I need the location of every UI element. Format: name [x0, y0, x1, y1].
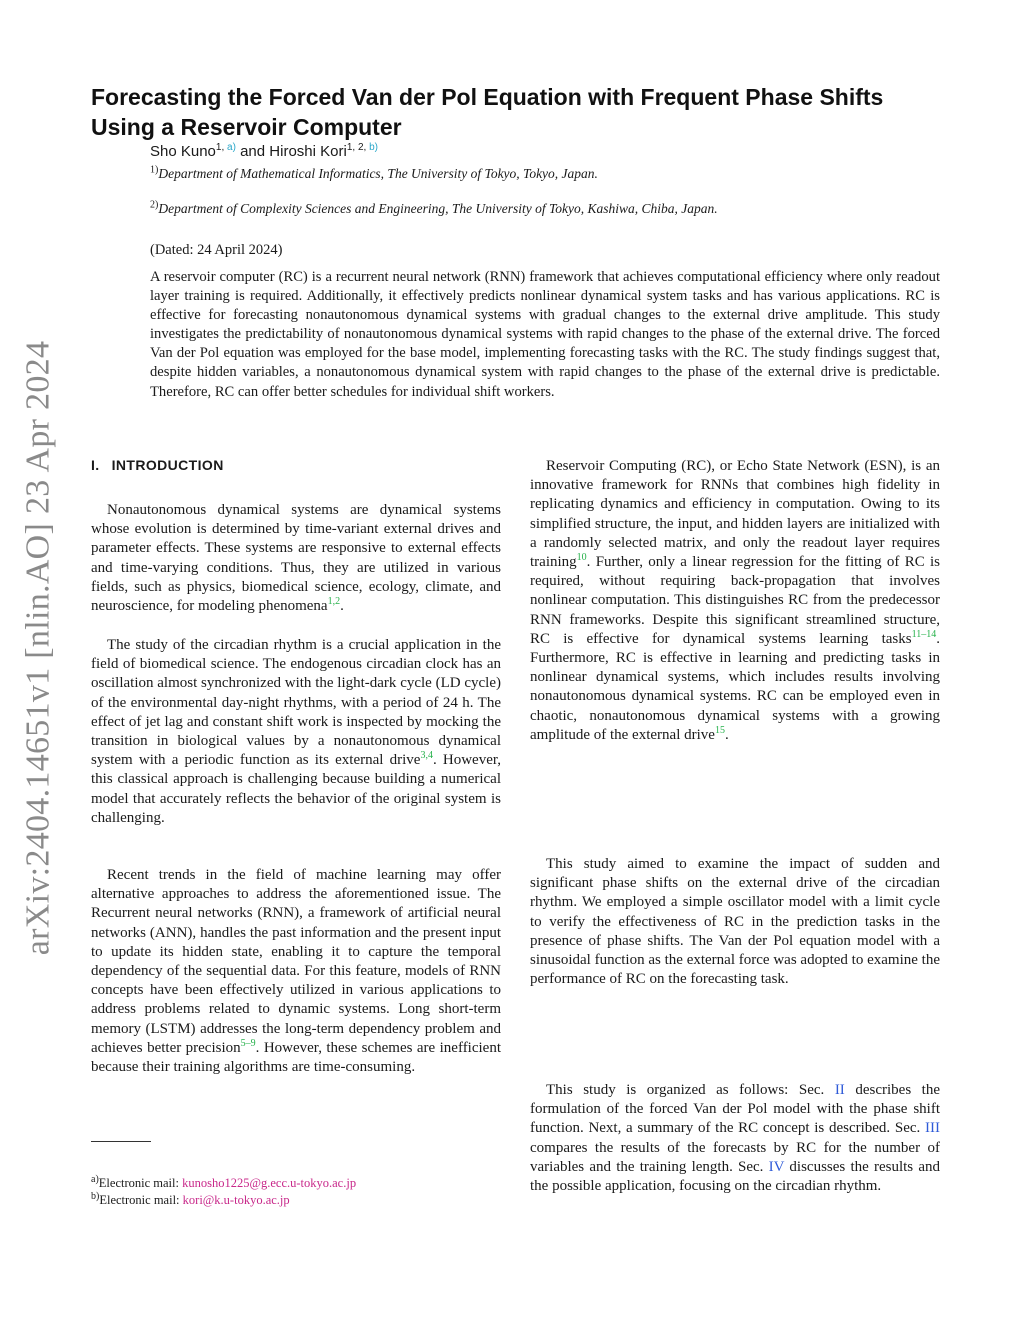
- citation-link[interactable]: 10: [576, 552, 587, 564]
- arxiv-identifier-text: arXiv:2404.14651v1 [nlin.AO] 23 Apr 2024: [19, 340, 57, 956]
- section-reference-link[interactable]: III: [925, 1120, 940, 1137]
- paragraph-text: . However, these schemes are inefficient because their training algorithms are time-consuming.: [91, 1039, 502, 1076]
- footnote-mark: a): [91, 1173, 99, 1185]
- footnote-divider: [91, 1141, 151, 1142]
- paragraph-text: Reservoir Computing (RC), or Echo State Network (ESN), is an innovative framework for RNNs that combines high fidelity in replicating dynamics and efficiency in computation. Owing to its simplified structure, the input, and hidden layers are initialized with a randomly selected matrix, and only the readout layer requires training: [530, 458, 940, 571]
- section-title: INTRODUCTION: [111, 457, 224, 473]
- paragraph: [530, 457, 940, 745]
- affiliation-mark: 1,: [215, 142, 225, 153]
- paragraph: [91, 866, 501, 1077]
- footnote-label: Electronic mail:: [99, 1193, 180, 1207]
- paragraph: [91, 501, 501, 616]
- section-reference-link[interactable]: II: [834, 1082, 845, 1098]
- dated-line: (Dated: 24 April 2024): [150, 242, 283, 258]
- email-link[interactable]: kori@k.u-tokyo.ac.jp: [182, 1193, 290, 1207]
- section-reference-link[interactable]: IV: [768, 1158, 785, 1175]
- paragraph: This study aimed to examine the impact of sudden and significant phase shifts on the external drive of the circadian rhythm. We employed a simple oscillator model with a limit cycle to verify the effectiveness of RC in the prediction tasks in the presence of phase shifts. The Van der Pol equation model with a sinusoidal function as the external force was adopted to examine the performance of RC on the forecasting task.: [530, 856, 940, 988]
- paragraph-text: Nonautonomous dynamical systems are dynamical systems whose evolution is determined by time-variant external drives and parameter effects. These systems are responsive to external effects and time-varying conditions. Thus, they are utilized in various fields, such as physics, biomedical science, ecology, climate, and neuroscience, for modeling phenomena: [91, 502, 501, 615]
- paragraph-text: . Furthermore, RC is effective in learning and predicting tasks in nonlinear dynamical systems, which includes results involving nonautonomous dynamical systems. RC can be employed even in chaotic, nonautonomous dynamical systems with a growing amplitude of the external drive: [530, 630, 940, 743]
- footnote-mark: b): [91, 1190, 100, 1202]
- citation-link[interactable]: 3,4: [420, 750, 433, 762]
- abstract: A reservoir computer (RC) is a recurrent neural network (RNN) framework that achieves computational efficiency where only readout layer training is required. Additionally, it effectively predicts nonlinear dynamical system tasks and has various applications. RC is effective for forecasting nonautonomous dynamical systems with gradual changes to the external drive amplitude. This study investigates the predictability of nonautonomous dynamical systems with rapid changes to the phase of the external drive. The forced Van der Pol equation was employed for the base model, implementing forecasting tasks with the RC. The study findings suggest that, despite hidden variables, a nonautonomous dynamical system with rapid changes to the phase of the external drive is predictable. Therefore, RC can offer better schedules for individual shift workers.: [150, 269, 940, 400]
- section-number: I.: [91, 457, 100, 473]
- citation-link[interactable]: 5–9: [240, 1037, 256, 1049]
- citation-link[interactable]: 11–14: [911, 628, 937, 640]
- paragraph-text: discusses the results and the possible application, focusing on the circadian rhythm.: [530, 1158, 940, 1195]
- section-heading: [91, 457, 224, 473]
- citation-link[interactable]: 15: [714, 724, 725, 736]
- paragraph-text: compares the results of the forecasts by RC for the number of variables and the training length. Sec.: [530, 1139, 940, 1175]
- author-conjunction: and: [240, 143, 266, 160]
- affiliation-text: Department of Mathematical Informatics, The University of Tokyo, Tokyo, Japan.: [158, 166, 598, 181]
- paragraph: [530, 1081, 940, 1196]
- paragraph: [91, 636, 501, 828]
- email-footnote-link[interactable]: a): [227, 142, 236, 153]
- paragraph-text: This study is organized as follows: Sec.: [546, 1082, 825, 1098]
- author-line: [150, 143, 378, 160]
- paragraph-text: .: [724, 726, 729, 743]
- footnote: [91, 1173, 357, 1191]
- affiliation: [150, 165, 850, 182]
- affiliation-mark: 1, 2,: [346, 142, 367, 153]
- affiliation: [150, 200, 850, 217]
- email-link[interactable]: kunosho1225@g.ecc.u-tokyo.ac.jp: [182, 1176, 357, 1190]
- affiliation-mark: 1): [150, 164, 159, 176]
- paragraph-text: describes the formulation of the forced Van der Pol model with the phase shift function. Next, a summary of the RC concept is described. Sec.: [530, 1082, 941, 1137]
- author-name: Hiroshi Kori: [269, 143, 347, 160]
- affiliation-mark: 2): [150, 199, 159, 211]
- paragraph-text: .: [340, 598, 344, 615]
- paragraph-text: Recent trends in the field of machine learning may offer alternative approaches to address the aforementioned issue. The Recurrent neural networks (RNN), a framework of artificial neural networks (ANN), handles the past information and the present input to update its hidden state, enabling it to capture the temporal dependency of the sequential data. For this feature, models of RNN concepts have been effectively utilized in various applications to address problems related to dynamic systems. Long short-term memory (LSTM) addresses the long-term dependency problem and achieves better precision: [91, 867, 501, 1056]
- citation-link[interactable]: 1,2: [327, 596, 341, 608]
- paragraph-text: The study of the circadian rhythm is a crucial application in the field of biomedical science. The endogenous circadian clock has an oscillation almost synchronized with the light-dark cycle (LD cycle) of the environmental day-night rhythms, with a period of 24 h. The effect of jet lag and constant shift work is inspected by mocking the transition in biological values by a nonautonomous dynamical system with a periodic function as its external drive: [91, 637, 501, 769]
- author-name: Sho Kuno: [150, 143, 216, 160]
- paper-title: Forecasting the Forced Van der Pol Equation with Frequent Phase Shifts Using a Reservoir Computer: [91, 84, 884, 140]
- footnote-label: Electronic mail:: [98, 1176, 179, 1190]
- paragraph-text: . However, this classical approach is challenging because building a numerical model that accurately reflects the behavior of the original system is challenging.: [91, 752, 502, 826]
- footnote: [91, 1190, 290, 1208]
- email-footnote-link[interactable]: b): [369, 142, 378, 153]
- affiliation-text: Department of Complexity Sciences and Engineering, The University of Tokyo, Kashiwa, Chiba, Japan.: [158, 201, 718, 216]
- paragraph-text: . Further, only a linear regression for the fitting of RC is required, without requiring back-propagation that involves nonlinear computation. This distinguishes RC from the predecessor RNN frameworks. Despite this significant streamlined structure, RC is effective for dynamical systems learning tasks: [530, 554, 940, 647]
- arxiv-identifier-stamp: [18, 342, 58, 954]
